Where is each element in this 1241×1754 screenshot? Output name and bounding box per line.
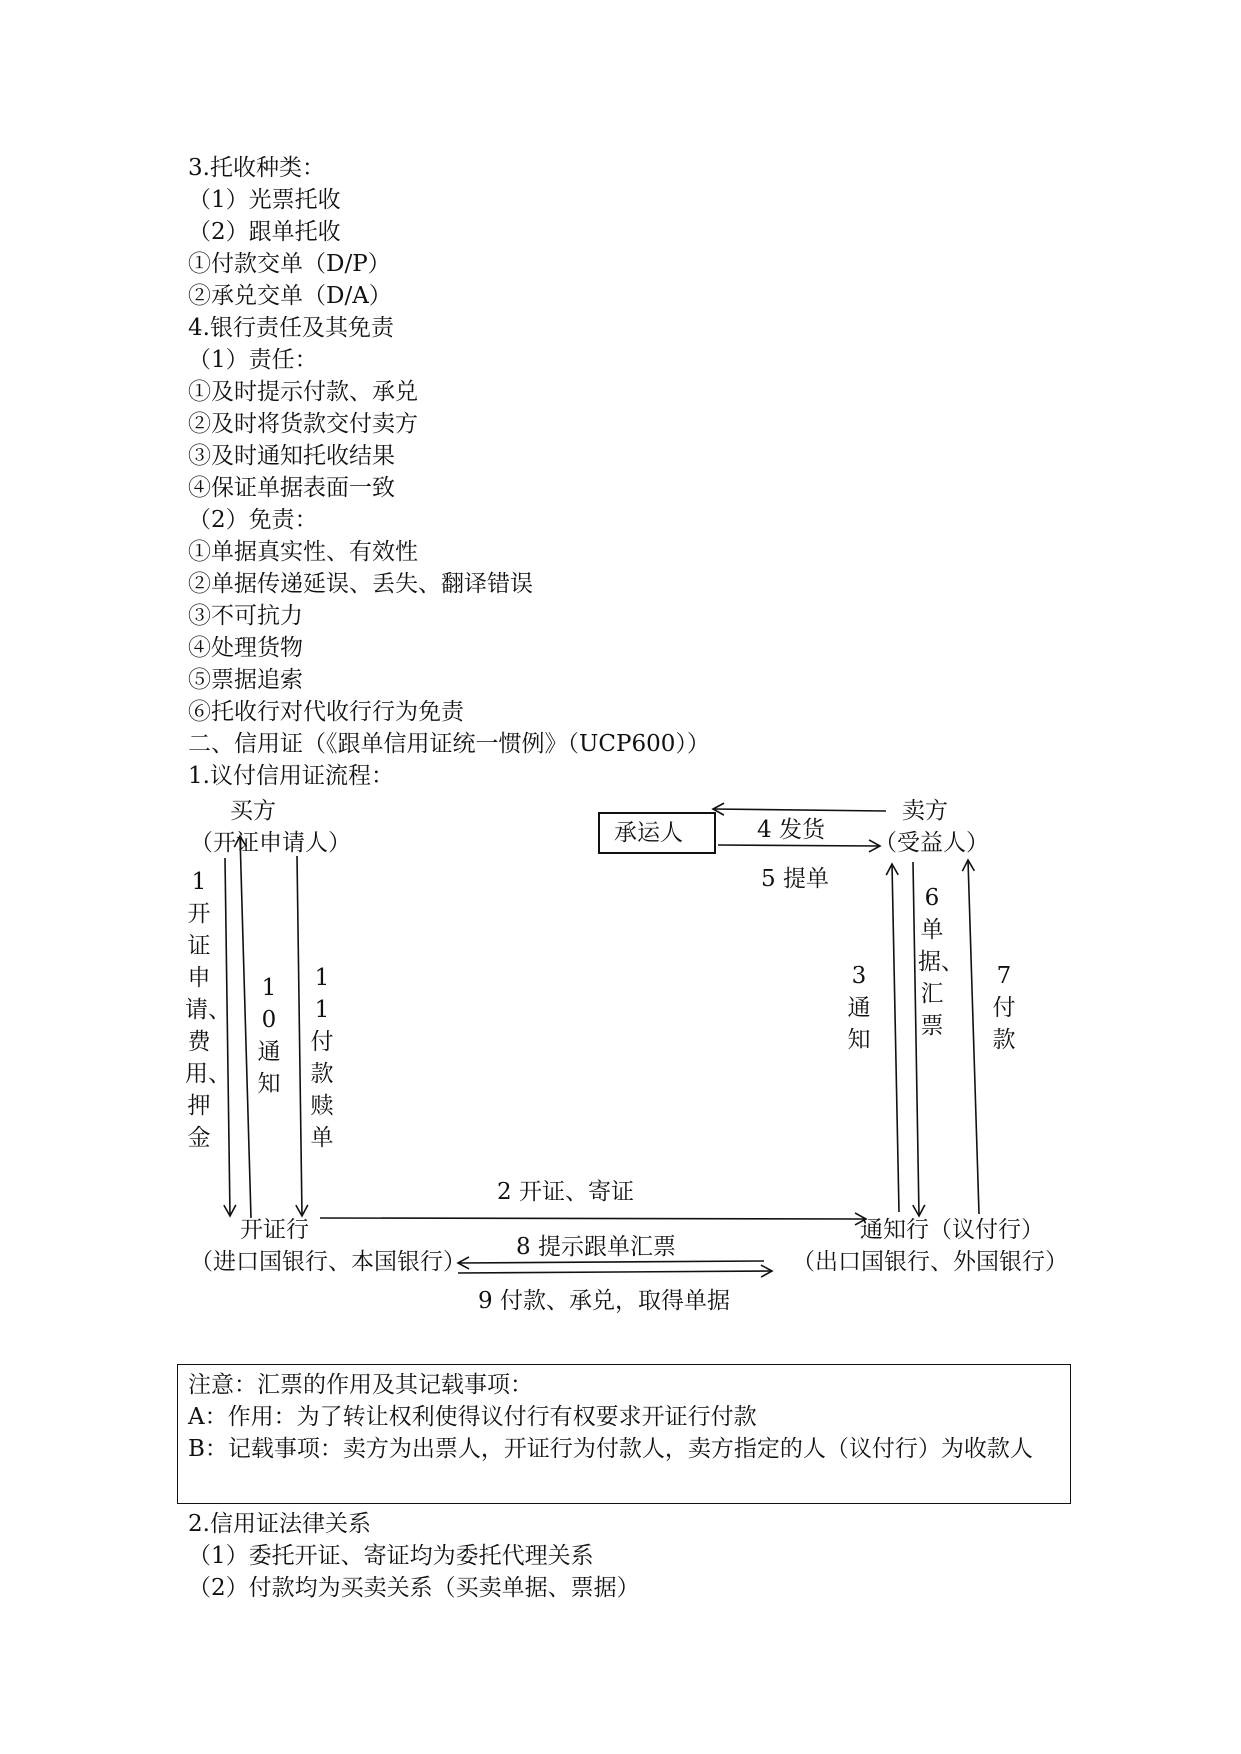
buyer-label: 买方	[230, 798, 276, 824]
step5-label: 5 提单	[761, 866, 829, 892]
list-item: ②承兑交单（D/A）	[188, 283, 392, 309]
arrow-step9	[458, 1271, 772, 1273]
step6-label: 6 单 据、 汇 票	[918, 885, 964, 1039]
step11-label: 11 付 款 赎 单	[310, 965, 334, 1151]
lc-section-title: 二、信用证（《跟单信用证统一惯例》（UCP600））	[188, 731, 710, 757]
lc-law-title: 2.信用证法律关系	[188, 1511, 371, 1537]
duty-header: （1）责任：	[188, 347, 318, 373]
issuing-bank-label: 开证行	[240, 1217, 309, 1243]
advising-bank-label: 通知行（议付行）	[860, 1217, 1044, 1243]
list-item: ①单据真实性、有效性	[188, 539, 418, 565]
arrow-step3	[892, 864, 899, 1212]
bank-duty-title: 4.银行责任及其免责	[188, 315, 394, 341]
step8-label: 8 提示跟单汇票	[516, 1234, 676, 1260]
list-item: ④保证单据表面一致	[188, 475, 395, 501]
note-item-a: A：作用：为了转让权利使得议付行有权要求开证行付款	[188, 1404, 757, 1430]
list-item: ⑥托收行对代收行行为免责	[188, 699, 464, 725]
collection-types-title: 3.托收种类：	[188, 155, 325, 181]
step2-label: 2 开证、寄证	[497, 1179, 634, 1205]
list-item: ②及时将货款交付卖方	[188, 411, 418, 437]
list-item: （2）跟单托收	[188, 219, 341, 245]
note-box	[177, 1364, 1071, 1504]
arrow-step5	[718, 845, 880, 846]
step10-label: 10 通 知	[257, 975, 281, 1097]
seller-role-label: （受益人）	[874, 830, 989, 856]
list-item: ③不可抗力	[188, 603, 303, 629]
step1-label: 1 开 证 申 请、 费 用、 押 金	[185, 869, 231, 1151]
note-item-b: B：记载事项：卖方为出票人，开证行为付款人，卖方指定的人（议付行）为收款人	[188, 1436, 1033, 1462]
list-item: ②单据传递延误、丢失、翻译错误	[188, 571, 533, 597]
list-item: ⑤票据追索	[188, 667, 303, 693]
exempt-header: （2）免责：	[188, 507, 318, 533]
list-item: ①付款交单（D/P）	[188, 251, 391, 277]
arrow-step4	[713, 809, 886, 811]
arrow-step7	[968, 860, 979, 1214]
lc-flow-title: 1.议付信用证流程：	[188, 763, 394, 789]
note-title: 注意：汇票的作用及其记载事项：	[188, 1372, 533, 1398]
list-item: ①及时提示付款、承兑	[188, 379, 418, 405]
seller-label: 卖方	[902, 798, 948, 824]
list-item: （1）委托开证、寄证均为委托代理关系	[188, 1543, 594, 1569]
arrow-step10	[240, 836, 251, 1218]
buyer-role-label: （开证申请人）	[190, 830, 351, 856]
arrow-step1	[225, 858, 230, 1216]
step9-label: 9 付款、承兑，取得单据	[478, 1288, 730, 1314]
step7-label: 7 付 款	[992, 963, 1016, 1053]
step3-label: 3 通 知	[847, 963, 871, 1053]
list-item: （1）光票托收	[188, 187, 341, 213]
list-item: ③及时通知托收结果	[188, 443, 395, 469]
arrow-step2	[320, 1218, 866, 1219]
advising-bank-role-label: （出口国银行、外国银行）	[792, 1249, 1068, 1275]
carrier-box: 承运人	[598, 812, 716, 854]
issuing-bank-role-label: （进口国银行、本国银行）	[190, 1249, 466, 1275]
arrow-step11	[297, 856, 302, 1216]
step4-label: 4 发货	[757, 817, 825, 843]
list-item: （2）付款均为买卖关系（买卖单据、票据）	[188, 1575, 640, 1601]
list-item: ④处理货物	[188, 635, 303, 661]
